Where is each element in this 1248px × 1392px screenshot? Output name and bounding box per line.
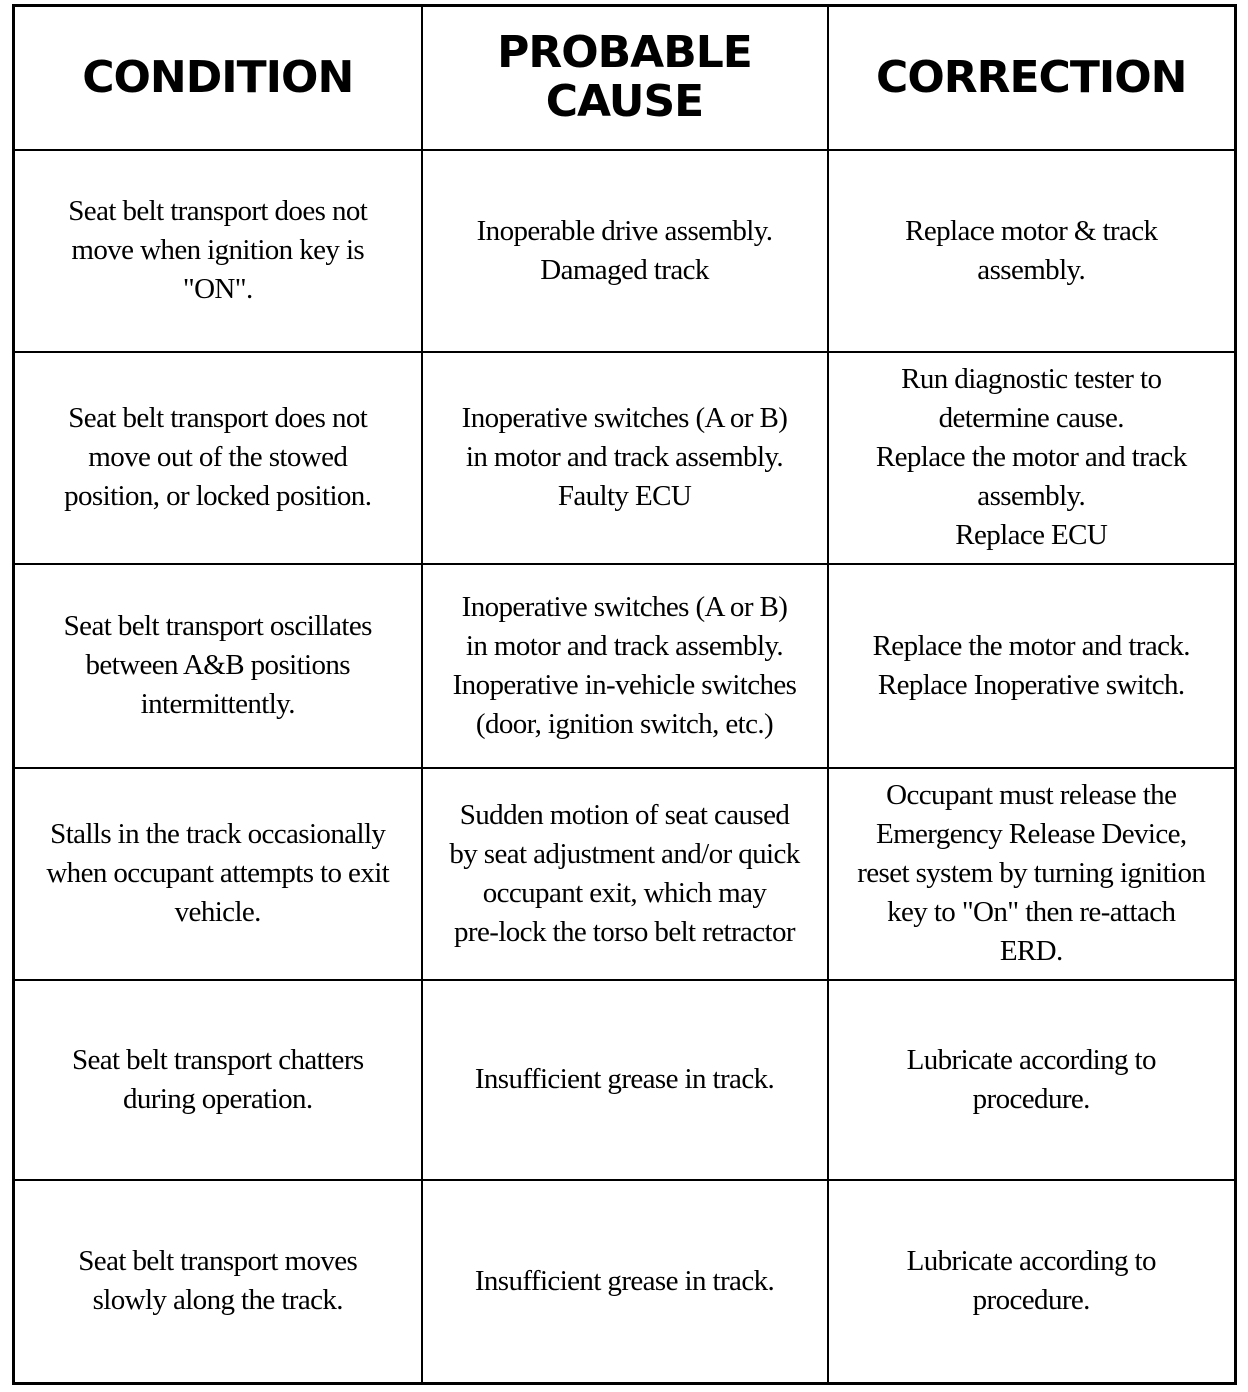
correction-text: Lubricate according to procedure. — [906, 1245, 1156, 1317]
correction-text: Replace motor & track assembly. — [905, 214, 1158, 286]
correction-cell — [828, 980, 1236, 1180]
correction-text: Run diagnostic tester to determine cause. Replace the motor and track assembly. Replace ECU — [875, 363, 1187, 551]
cause-cell — [422, 768, 828, 980]
cause-cell — [422, 150, 828, 352]
correction-cell — [828, 352, 1236, 564]
condition-text: Seat belt transport oscillates between A&B positions intermittently. — [63, 610, 372, 720]
condition-cell — [14, 564, 422, 768]
condition-cell — [14, 1180, 422, 1384]
table-row — [14, 352, 1236, 564]
cause-cell — [422, 352, 828, 564]
correction-text: Lubricate according to procedure. — [906, 1043, 1156, 1115]
table-header-row — [14, 6, 1236, 150]
table-row — [14, 980, 1236, 1180]
header-probable-cause: PROBABLE CAUSE — [422, 6, 828, 150]
cause-text: Insufficient grease in track. — [474, 1264, 775, 1297]
troubleshooting-table — [12, 4, 1237, 1385]
condition-text: Seat belt transport chatters during operation. — [71, 1043, 364, 1115]
table-row — [14, 768, 1236, 980]
cause-cell — [422, 980, 828, 1180]
cause-cell — [422, 564, 828, 768]
cause-text: Inoperative switches (A or B) in motor and track assembly. Inoperative in-vehicle switches (door, ignition switch, etc.) — [452, 590, 797, 740]
cause-text: Insufficient grease in track. — [474, 1063, 775, 1095]
header-condition: CONDITION — [14, 6, 422, 150]
condition-text: Seat belt transport does not move out of the stowed position, or locked position. — [64, 402, 372, 512]
correction-cell — [828, 768, 1236, 980]
table-row — [14, 564, 1236, 768]
correction-cell — [828, 564, 1236, 768]
condition-cell — [14, 768, 422, 980]
troubleshooting-page — [12, 4, 1234, 1382]
correction-cell — [828, 1180, 1236, 1384]
cause-text: Inoperable drive assembly. Damaged track — [476, 214, 773, 286]
condition-cell — [14, 150, 422, 352]
condition-cell — [14, 980, 422, 1180]
condition-text: Seat belt transport moves slowly along the track. — [78, 1245, 358, 1317]
cause-cell — [422, 1180, 828, 1384]
header-correction: CORRECTION — [828, 6, 1236, 150]
table-row — [14, 150, 1236, 352]
condition-cell — [14, 352, 422, 564]
correction-text: Occupant must release the Emergency Release Device, reset system by turning ignition key to "On" then re-attach ERD. — [857, 779, 1206, 967]
table-row — [14, 1180, 1236, 1384]
correction-text: Replace the motor and track. Replace Inoperative switch. — [872, 629, 1190, 701]
correction-cell — [828, 150, 1236, 352]
cause-text: Inoperative switches (A or B) in motor and track assembly. Faulty ECU — [461, 402, 788, 512]
condition-text: Stalls in the track occasionally when occupant attempts to exit vehicle. — [46, 818, 390, 928]
condition-text: Seat belt transport does not move when ignition key is "ON". — [68, 195, 368, 305]
cause-text: Sudden motion of seat caused by seat adjustment and/or quick occupant exit, which may pre-lock the torso belt retractor — [449, 798, 800, 948]
